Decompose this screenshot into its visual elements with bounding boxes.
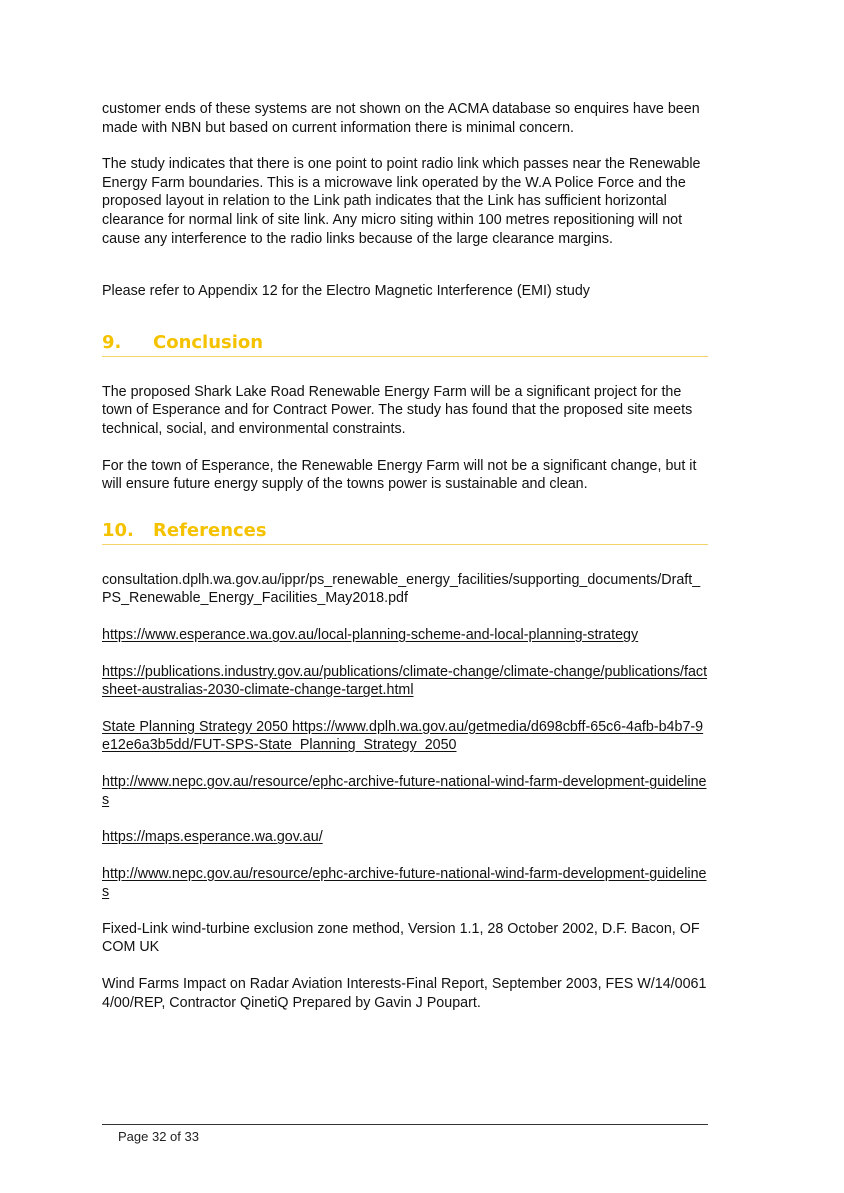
conclusion-paragraph: For the town of Esperance, the Renewable Energy Farm will not be a significant change, but it will ensure future energy supply of the towns power is sustainable and clean. <box>102 457 697 493</box>
reference-link[interactable] <box>102 718 708 755</box>
reference-link[interactable] <box>102 626 708 645</box>
reference-item: consultation.dplh.wa.gov.au/ippr/ps_renewable_energy_facilities/supporting_documents/Draft_PS_Renewable_Energy_Facilities_May2018.pdf <box>102 571 701 607</box>
reference-link[interactable] <box>102 663 708 700</box>
reference-link[interactable] <box>102 865 708 902</box>
conclusion-paragraph: The proposed Shark Lake Road Renewable Energy Farm will be a significant project for the town of Esperance and for Contract Power. The study has found that the proposed site meets technical, social, and environmental constraints. <box>102 383 693 437</box>
reference-link-text[interactable]: http://www.nepc.gov.au/resource/ephc-archive-future-national-wind-farm-development-guidelines <box>102 773 707 809</box>
reference-item: Wind Farms Impact on Radar Aviation Interests-Final Report, September 2003, FES W/14/00614/00/REP, Contractor QinetiQ Prepared by Gavin J Poupart. <box>102 976 707 1011</box>
body-paragraph: The study indicates that there is one point to point radio link which passes near the Renewable Energy Farm boundaries. This is a microwave link operated by the W.A Police Force and the proposed layout in relation to the Link path indicates that the Link has sufficient horizontal clearance for normal link of site link. Any micro siting within 100 metres repositioning will not cause any interference to the radio links because of the large clearance margins. <box>102 156 701 247</box>
reference-list <box>102 571 708 1013</box>
section-heading-references <box>102 520 708 545</box>
reference-link[interactable] <box>102 828 708 847</box>
document-page <box>102 100 708 1012</box>
reference-link-text[interactable]: http://www.nepc.gov.au/resource/ephc-archive-future-national-wind-farm-development-guidelines <box>102 865 707 901</box>
reference-link-text[interactable]: State Planning Strategy 2050 https://www.dplh.wa.gov.au/getmedia/d698cbff-65c6-4afb-b4b7-9e12e6a3b5dd/FUT-SPS-State_Planning_Strategy_2050 <box>102 718 704 754</box>
reference-link-text[interactable]: https://www.esperance.wa.gov.au/local-planning-scheme-and-local-planning-strategy <box>102 626 639 643</box>
section-number: 9. <box>102 331 122 353</box>
section-number: 10. <box>102 519 134 541</box>
reference-link-text[interactable]: https://maps.esperance.wa.gov.au/ <box>102 829 323 846</box>
page-number: Page 32 of 33 <box>118 1129 199 1144</box>
reference-link-text[interactable]: https://publications.industry.gov.au/publications/climate-change/climate-change/publications/factsheet-australias-2030-climate-change-target.html <box>102 663 708 699</box>
page-footer <box>102 1124 708 1144</box>
section-heading-conclusion <box>102 332 708 357</box>
section-title: References <box>153 519 267 541</box>
body-paragraph: Please refer to Appendix 12 for the Electro Magnetic Interference (EMI) study <box>102 283 590 300</box>
section-title: Conclusion <box>153 331 264 353</box>
reference-link[interactable] <box>102 773 708 810</box>
body-paragraph: customer ends of these systems are not shown on the ACMA database so enquires have been made with NBN but based on current information there is minimal concern. <box>102 101 700 136</box>
reference-item: Fixed-Link wind-turbine exclusion zone method, Version 1.1, 28 October 2002, D.F. Bacon, OFCOM UK <box>102 920 700 956</box>
